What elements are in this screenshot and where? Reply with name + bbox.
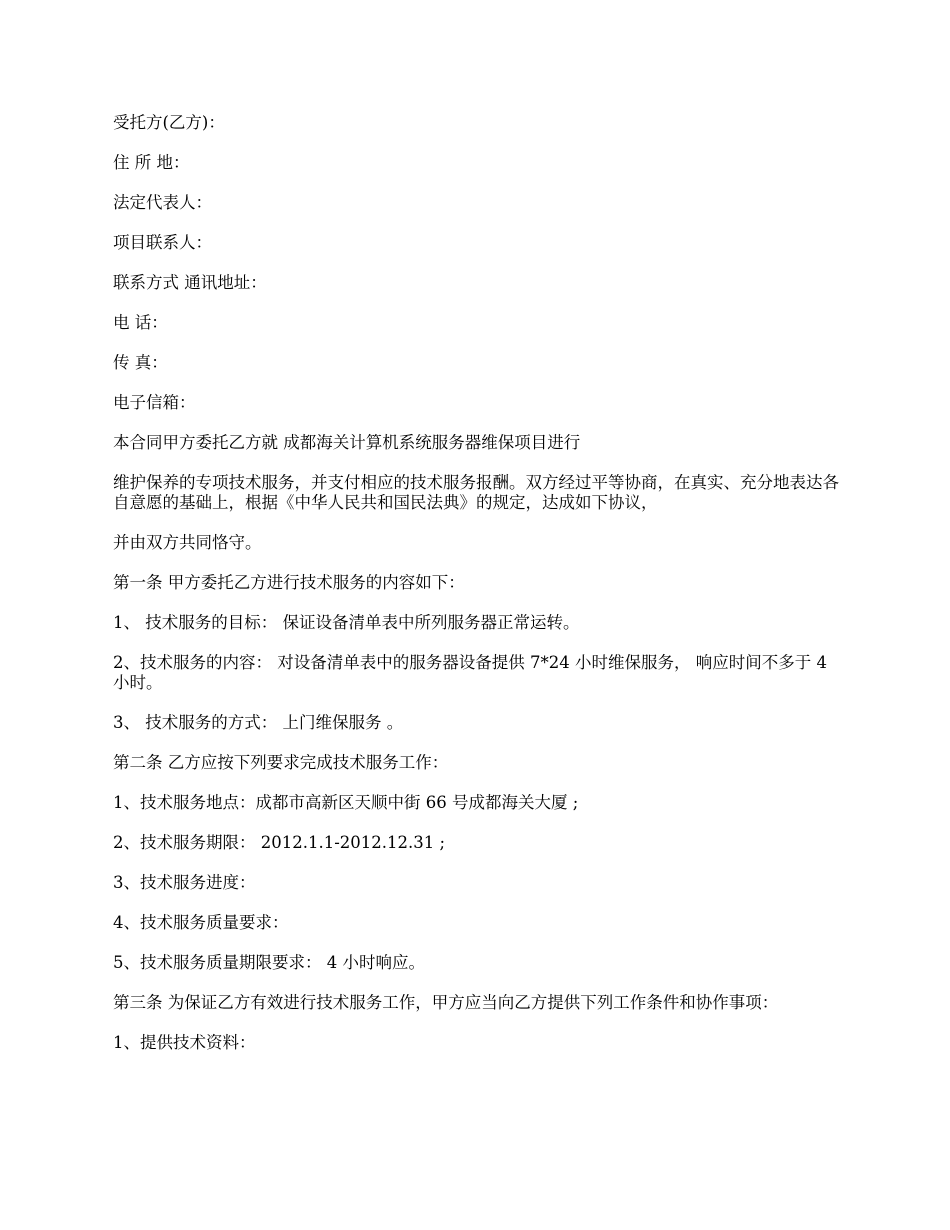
email-label: 电子信箱： [113,393,196,412]
party-b-label: 受托方(乙方)： [113,113,225,132]
article-one-item-1: 1、 技术服务的目标： 保证设备清单表中所列服务器正常运转。 [113,613,580,632]
phone-label: 电 话： [113,313,168,332]
document-page [113,113,843,1073]
contract-intro-paragraph: 本合同甲方委托乙方就 成都海关计算机系统服务器维保项目进行 [113,433,581,452]
article-two-item-1: 1、技术服务地点：成都市高新区天顺中街 66 号成都海关大厦 ; [113,793,579,812]
fax-label: 传 真： [113,353,168,372]
address-label: 住 所 地： [113,153,190,172]
contact-mailing-address-label: 联系方式 通讯地址： [113,273,267,292]
article-two-item-5: 5、技术服务质量期限要求： 4 小时响应。 [113,953,425,972]
article-one-heading: 第一条 甲方委托乙方进行技术服务的内容如下： [113,573,465,592]
project-contact-label: 项目联系人： [113,233,212,252]
article-one-item-3: 3、 技术服务的方式： 上门维保服务 。 [113,713,404,732]
contract-purpose-paragraph: 维护保养的专项技术服务，并支付相应的技术服务报酬。双方经过平等协商，在真实、充分地表达各自意愿的基础上，根据《中华人民共和国民法典》的规定，达成如下协议， [113,473,839,512]
legal-representative-label: 法定代表人： [113,193,212,212]
article-three-item-1: 1、提供技术资料： [113,1033,256,1052]
article-two-item-2: 2、技术服务期限： 2012.1.1-2012.12.31 ; [113,833,446,852]
article-three-heading: 第三条 为保证乙方有效进行技术服务工作，甲方应当向乙方提供下列工作条件和协作事项： [113,993,779,1012]
article-one-item-2: 2、技术服务的内容： 对设备清单表中的服务器设备提供 7*24 小时维保服务， 响应时间不多于 4 小时。 [113,653,833,692]
article-two-heading: 第二条 乙方应按下列要求完成技术服务工作： [113,753,449,772]
contract-compliance-paragraph: 并由双方共同恪守。 [113,533,262,552]
article-two-item-4: 4、技术服务质量要求： [113,913,289,932]
article-two-item-3: 3、技术服务进度： [113,873,256,892]
